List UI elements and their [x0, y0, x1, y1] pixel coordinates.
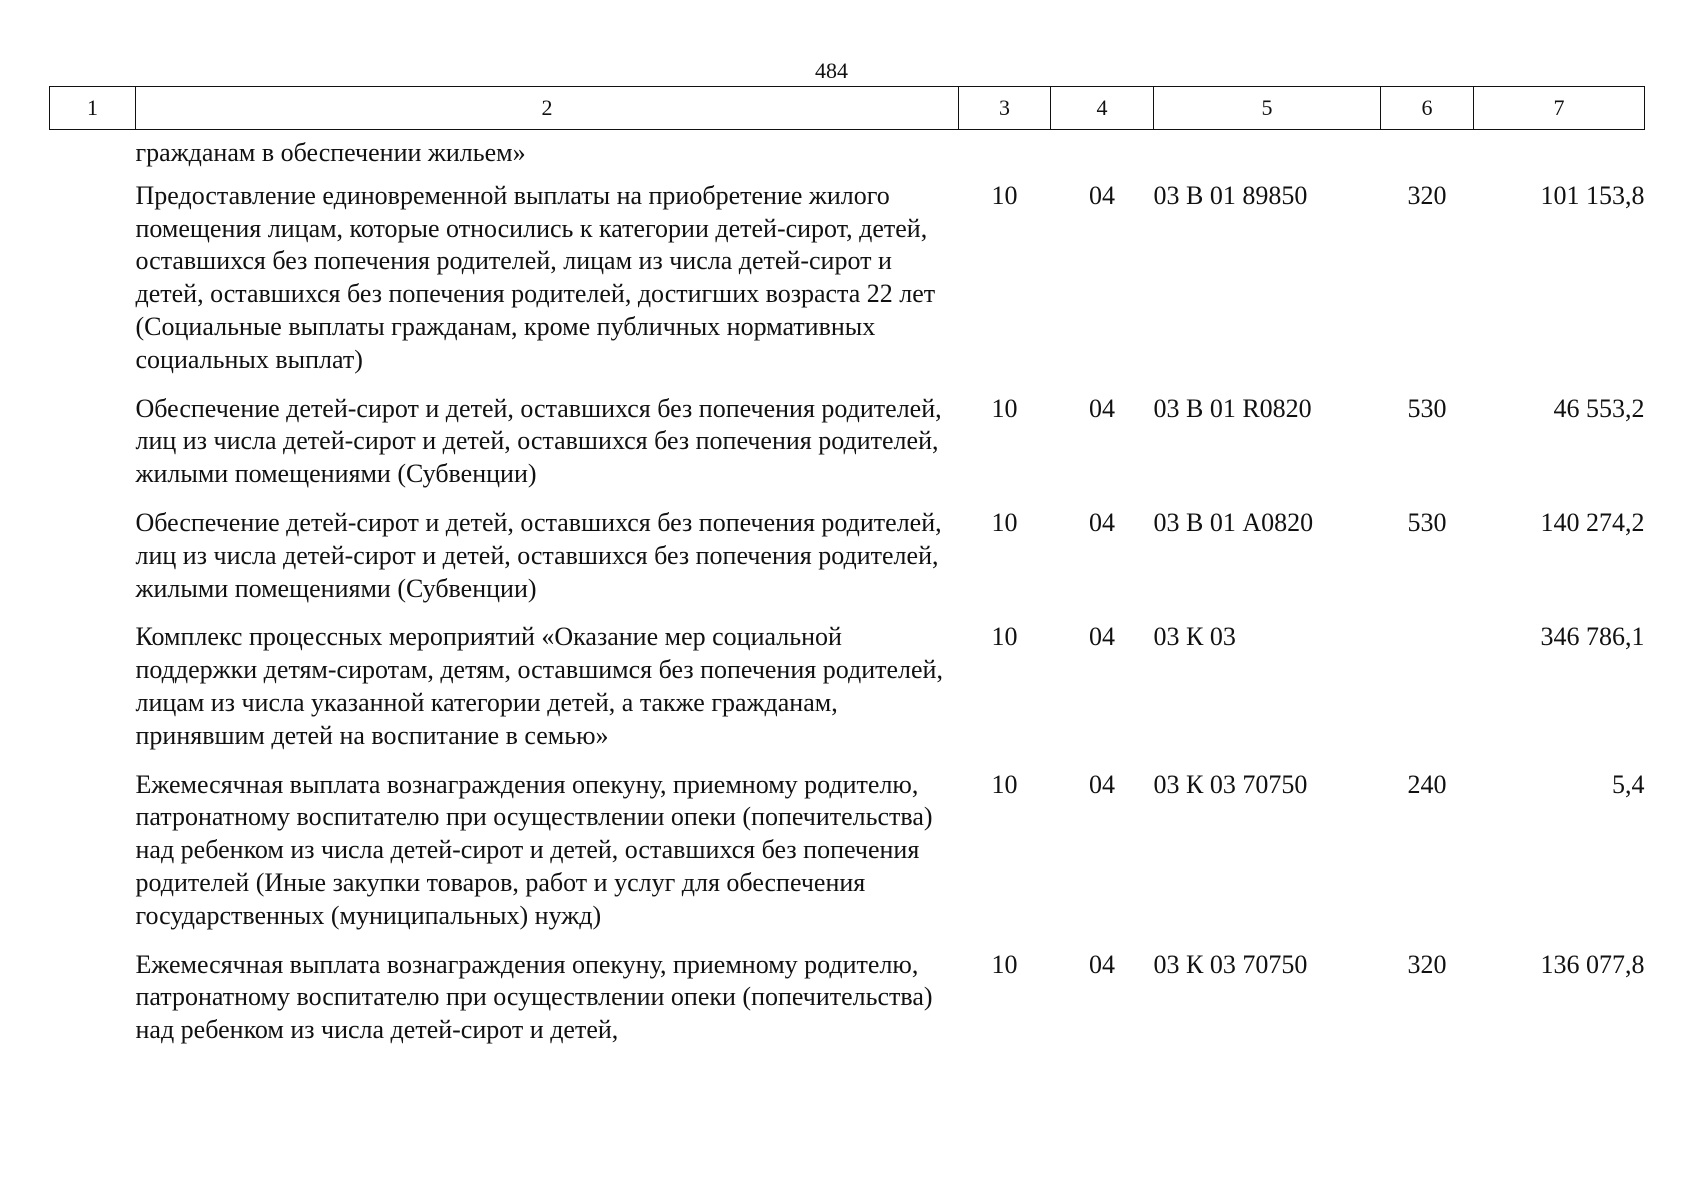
amount-cell	[1474, 130, 1645, 180]
column-header-5: 5	[1154, 87, 1381, 130]
description-cell: Обеспечение детей-сирот и детей, оставшихся без попечения родителей, лиц из числа детей-сирот и детей, оставшихся без попечения родителей, жилыми помещениями (Субвенции)	[135, 393, 942, 489]
expense-type-cell: 320	[1407, 949, 1447, 979]
subsection-cell	[1051, 130, 1154, 180]
target-code-cell: 03 К 03 70750	[1153, 949, 1308, 979]
section-cell: 10	[991, 180, 1018, 210]
column-header-1: 1	[50, 87, 136, 130]
budget-table	[49, 86, 1645, 1063]
amount-cell: 136 077,8	[1540, 949, 1645, 979]
page-number: 484	[815, 58, 848, 83]
description-cell: Предоставление единовременной выплаты на приобретение жилого помещения лицам, которые относились к категории детей-сирот, детей, оставшихся без попечения родителей, лицам из числа детей-сирот и детей, оставшихся без попечения родителей, достигших возраста 22 лет (Социальные выплаты гражданам, кроме публичных нормативных социальных выплат)	[135, 180, 936, 374]
subsection-cell: 04	[1089, 507, 1115, 537]
amount-cell: 140 274,2	[1540, 507, 1645, 537]
column-header-4: 4	[1051, 87, 1154, 130]
row-index-cell	[50, 507, 136, 621]
expense-type-cell	[1381, 130, 1474, 180]
description-cell: гражданам в обеспечении жильем»	[135, 138, 526, 167]
amount-cell: 46 553,2	[1553, 393, 1645, 423]
table-row	[50, 130, 1645, 180]
column-header-2: 2	[136, 87, 959, 130]
subsection-cell: 04	[1089, 622, 1115, 652]
section-cell: 10	[991, 393, 1018, 423]
target-code-cell: 03 В 01 R0820	[1153, 393, 1312, 423]
expense-type-cell: 320	[1407, 180, 1447, 210]
table-row	[50, 621, 1645, 768]
description-cell: Ежемесячная выплата вознаграждения опекуну, приемному родителю, патронатному воспитателю при осуществлении опеки (попечительства) над ребенком из числа детей-сирот и детей,	[135, 949, 933, 1045]
column-header-6: 6	[1381, 87, 1474, 130]
expense-type-cell: 530	[1407, 507, 1447, 537]
target-code-cell: 03 К 03 70750	[1153, 769, 1308, 799]
subsection-cell: 04	[1089, 393, 1115, 423]
subsection-cell: 04	[1089, 769, 1115, 799]
section-cell: 10	[991, 769, 1018, 799]
description-cell: Обеспечение детей-сирот и детей, оставшихся без попечения родителей, лиц из числа детей-сирот и детей, оставшихся без попечения родителей, жилыми помещениями (Субвенции)	[135, 507, 942, 603]
target-code-cell: 03 В 01 А0820	[1153, 507, 1314, 537]
section-cell	[959, 130, 1051, 180]
target-code-cell: 03 К 03	[1153, 622, 1236, 652]
header-row	[50, 87, 1645, 130]
target-code-cell: 03 В 01 89850	[1153, 180, 1308, 210]
section-cell: 10	[991, 622, 1018, 652]
column-header-7: 7	[1474, 87, 1645, 130]
amount-cell: 5,4	[1612, 769, 1645, 799]
row-index-cell	[50, 130, 136, 180]
row-index-cell	[50, 621, 136, 768]
table-row	[50, 769, 1645, 949]
description-cell: Ежемесячная выплата вознаграждения опекуну, приемному родителю, патронатному воспитателю при осуществлении опеки (попечительства) над ребенком из числа детей-сирот и детей, оставшихся без попечения родителей (Иные закупки товаров, работ и услуг для обеспечения государственных (муниципальных) нужд)	[135, 769, 933, 930]
expense-type-cell	[1381, 621, 1474, 768]
target-code-cell	[1154, 130, 1381, 180]
section-cell: 10	[991, 949, 1018, 979]
table-row	[50, 393, 1645, 507]
subsection-cell: 04	[1089, 180, 1115, 210]
section-cell: 10	[991, 507, 1018, 537]
row-index-cell	[50, 949, 136, 1063]
row-index-cell	[50, 769, 136, 949]
row-index-cell	[50, 180, 136, 393]
table-row	[50, 507, 1645, 621]
subsection-cell: 04	[1089, 949, 1115, 979]
description-cell: Комплекс процессных мероприятий «Оказание мер социальной поддержки детям-сиротам, детям, оставшимся без попечения родителей, лицам из числа указанной категории детей, а также гражданам, принявшим детей на воспитание в семью»	[135, 622, 943, 750]
table-row	[50, 180, 1645, 393]
expense-type-cell: 240	[1407, 769, 1447, 799]
expense-type-cell: 530	[1407, 393, 1447, 423]
amount-cell: 346 786,1	[1540, 622, 1645, 652]
table-row	[50, 949, 1645, 1063]
amount-cell: 101 153,8	[1540, 180, 1645, 210]
column-header-3: 3	[959, 87, 1051, 130]
row-index-cell	[50, 393, 136, 507]
